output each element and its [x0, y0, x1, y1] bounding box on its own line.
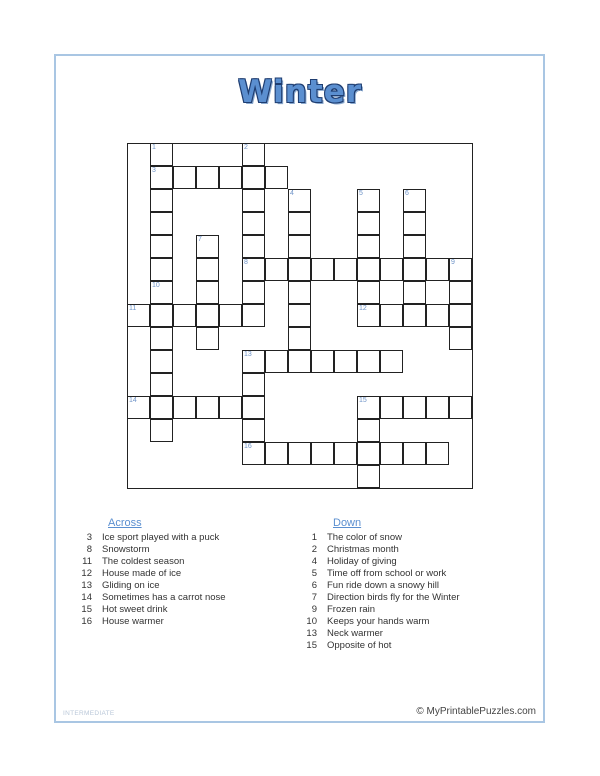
clue-text: House made of ice — [102, 568, 182, 579]
clue-text: The color of snow — [327, 532, 402, 543]
clue-text: Christmas month — [327, 544, 399, 555]
grid-cell[interactable] — [380, 396, 403, 419]
grid-border — [127, 143, 128, 488]
down-clue — [285, 604, 460, 616]
grid-cell[interactable] — [334, 258, 357, 281]
grid-cell[interactable] — [150, 258, 173, 281]
clue-text: Time off from school or work — [327, 568, 447, 579]
clue-text: Opposite of hot — [327, 640, 392, 651]
clue-text: Frozen rain — [327, 604, 376, 615]
clue-number: 15 — [306, 640, 317, 651]
grid-cell[interactable] — [380, 350, 403, 373]
grid-border — [472, 143, 473, 489]
grid-number: 4 — [290, 190, 294, 197]
grid-cell[interactable] — [357, 350, 380, 373]
grid-cell[interactable] — [403, 281, 426, 304]
grid-number: 16 — [244, 443, 252, 450]
grid-cell[interactable] — [242, 235, 265, 258]
puzzle-title: Winter — [237, 74, 363, 110]
clue-number: 3 — [86, 532, 92, 543]
grid-cell[interactable] — [219, 166, 242, 189]
grid-cell[interactable] — [196, 166, 219, 189]
grid-cell[interactable] — [380, 258, 403, 281]
grid-cell[interactable] — [403, 235, 426, 258]
grid-cell[interactable] — [311, 258, 334, 281]
grid-number: 3 — [152, 167, 156, 174]
grid-number: 2 — [244, 144, 248, 151]
grid-cell[interactable] — [196, 304, 219, 327]
grid-cell[interactable] — [219, 396, 242, 419]
grid-cell[interactable] — [150, 419, 173, 442]
grid-cell[interactable] — [150, 189, 173, 212]
grid-cell[interactable] — [357, 212, 380, 235]
grid-cell[interactable] — [403, 442, 426, 465]
grid-cell[interactable] — [150, 235, 173, 258]
clue-text: Snowstorm — [102, 544, 150, 555]
across-clue — [60, 580, 226, 592]
grid-cell[interactable] — [288, 442, 311, 465]
grid-cell[interactable] — [334, 350, 357, 373]
grid-cell[interactable] — [357, 235, 380, 258]
grid-number: 11 — [129, 305, 137, 312]
grid-cell[interactable] — [242, 396, 265, 419]
down-clues — [285, 517, 460, 652]
grid-cell[interactable] — [380, 442, 403, 465]
clue-number: 13 — [81, 580, 92, 591]
clue-text: Gliding on ice — [102, 580, 160, 591]
grid-cell[interactable] — [265, 442, 288, 465]
grid-cell[interactable] — [242, 281, 265, 304]
across-clue — [60, 592, 226, 604]
across-clue — [60, 544, 226, 556]
grid-cell[interactable] — [288, 235, 311, 258]
clue-number: 13 — [306, 628, 317, 639]
clue-number: 9 — [311, 604, 317, 615]
grid-cell[interactable] — [173, 304, 196, 327]
grid-cell[interactable] — [173, 166, 196, 189]
across-clue — [60, 556, 226, 568]
grid-cell[interactable] — [357, 419, 380, 442]
grid-cell[interactable] — [150, 373, 173, 396]
grid-cell[interactable] — [426, 396, 449, 419]
grid-cell[interactable] — [334, 442, 357, 465]
grid-cell[interactable] — [219, 304, 242, 327]
grid-cell[interactable] — [242, 189, 265, 212]
across-heading: Across — [108, 517, 142, 529]
down-clue — [285, 592, 460, 604]
grid-number: 5 — [359, 190, 363, 197]
clue-number: 7 — [311, 592, 317, 603]
grid-cell[interactable] — [150, 327, 173, 350]
grid-cell[interactable] — [196, 281, 219, 304]
grid-cell[interactable] — [288, 212, 311, 235]
grid-number: 13 — [244, 351, 252, 358]
grid-cell[interactable] — [449, 304, 472, 327]
clue-text: Ice sport played with a puck — [102, 532, 220, 543]
across-clue — [60, 532, 226, 544]
grid-cell[interactable] — [265, 350, 288, 373]
grid-number: 14 — [129, 397, 137, 404]
grid-cell[interactable] — [288, 281, 311, 304]
difficulty-label: INTERMEDIATE — [63, 710, 115, 717]
grid-cell[interactable] — [150, 396, 173, 419]
grid-cell[interactable] — [426, 304, 449, 327]
down-clue — [285, 568, 460, 580]
grid-cell[interactable] — [265, 166, 288, 189]
site-credit[interactable]: © MyPrintablePuzzles.com — [416, 706, 536, 717]
grid-cell[interactable] — [242, 166, 265, 189]
grid-number: 9 — [451, 259, 455, 266]
grid-cell[interactable] — [357, 281, 380, 304]
grid-cell[interactable] — [357, 465, 380, 488]
clue-number: 5 — [311, 568, 317, 579]
grid-cell[interactable] — [288, 304, 311, 327]
grid-cell[interactable] — [288, 327, 311, 350]
clue-number: 15 — [81, 604, 92, 615]
grid-cell[interactable] — [426, 442, 449, 465]
grid-cell[interactable] — [150, 212, 173, 235]
grid-number: 10 — [152, 282, 160, 289]
grid-cell[interactable] — [196, 258, 219, 281]
grid-number: 7 — [198, 236, 202, 243]
grid-cell[interactable] — [242, 304, 265, 327]
clue-number: 2 — [311, 544, 317, 555]
grid-cell[interactable] — [288, 350, 311, 373]
grid-cell[interactable] — [449, 396, 472, 419]
grid-number: 15 — [359, 397, 367, 404]
down-clue — [285, 532, 460, 544]
grid-cell[interactable] — [311, 442, 334, 465]
grid-cell[interactable] — [426, 258, 449, 281]
clue-text: Keeps your hands warm — [327, 616, 430, 627]
grid-cell[interactable] — [242, 212, 265, 235]
grid-cell[interactable] — [242, 419, 265, 442]
clue-text: Hot sweet drink — [102, 604, 168, 615]
grid-cell[interactable] — [449, 281, 472, 304]
grid-border — [127, 143, 473, 144]
clue-text: Neck warmer — [327, 628, 383, 639]
down-clue — [285, 556, 460, 568]
across-clue — [60, 604, 226, 616]
grid-number: 8 — [244, 259, 248, 266]
grid-cell[interactable] — [196, 396, 219, 419]
grid-number: 1 — [152, 144, 156, 151]
clue-text: Holiday of giving — [327, 556, 397, 567]
grid-cell[interactable] — [196, 327, 219, 350]
grid-cell[interactable] — [150, 304, 173, 327]
down-clue — [285, 544, 460, 556]
grid-cell[interactable] — [288, 258, 311, 281]
clue-text: Sometimes has a carrot nose — [102, 592, 226, 603]
grid-border — [127, 488, 473, 489]
across-clue — [60, 568, 226, 580]
down-clue — [285, 640, 460, 652]
clue-number: 10 — [306, 616, 317, 627]
grid-cell[interactable] — [357, 442, 380, 465]
grid-number: 12 — [359, 305, 367, 312]
grid-number: 6 — [405, 190, 409, 197]
down-clue — [285, 628, 460, 640]
grid-cell[interactable] — [357, 258, 380, 281]
clue-number: 8 — [86, 544, 92, 555]
clue-number: 14 — [81, 592, 92, 603]
clue-text: House warmer — [102, 616, 164, 627]
across-clue — [60, 616, 226, 628]
grid-cell[interactable] — [380, 304, 403, 327]
down-clue — [285, 580, 460, 592]
grid-cell[interactable] — [449, 327, 472, 350]
clue-number: 6 — [311, 580, 317, 591]
clue-text: Direction birds fly for the Winter — [327, 592, 460, 603]
clue-number: 12 — [81, 568, 92, 579]
grid-cell[interactable] — [403, 304, 426, 327]
clue-number: 16 — [81, 616, 92, 627]
clue-number: 11 — [82, 556, 92, 567]
clue-text: Fun ride down a snowy hill — [327, 580, 439, 591]
grid-cell[interactable] — [242, 373, 265, 396]
grid-cell[interactable] — [403, 258, 426, 281]
grid-cell[interactable] — [311, 350, 334, 373]
grid-cell[interactable] — [173, 396, 196, 419]
grid-cell[interactable] — [150, 350, 173, 373]
clue-number: 4 — [311, 556, 317, 567]
grid-cell[interactable] — [265, 258, 288, 281]
down-clue — [285, 616, 460, 628]
grid-cell[interactable] — [403, 396, 426, 419]
grid-cell[interactable] — [403, 212, 426, 235]
clue-number: 1 — [311, 532, 317, 543]
clue-text: The coldest season — [102, 556, 185, 567]
down-heading: Down — [333, 517, 362, 529]
across-clues — [60, 517, 226, 628]
